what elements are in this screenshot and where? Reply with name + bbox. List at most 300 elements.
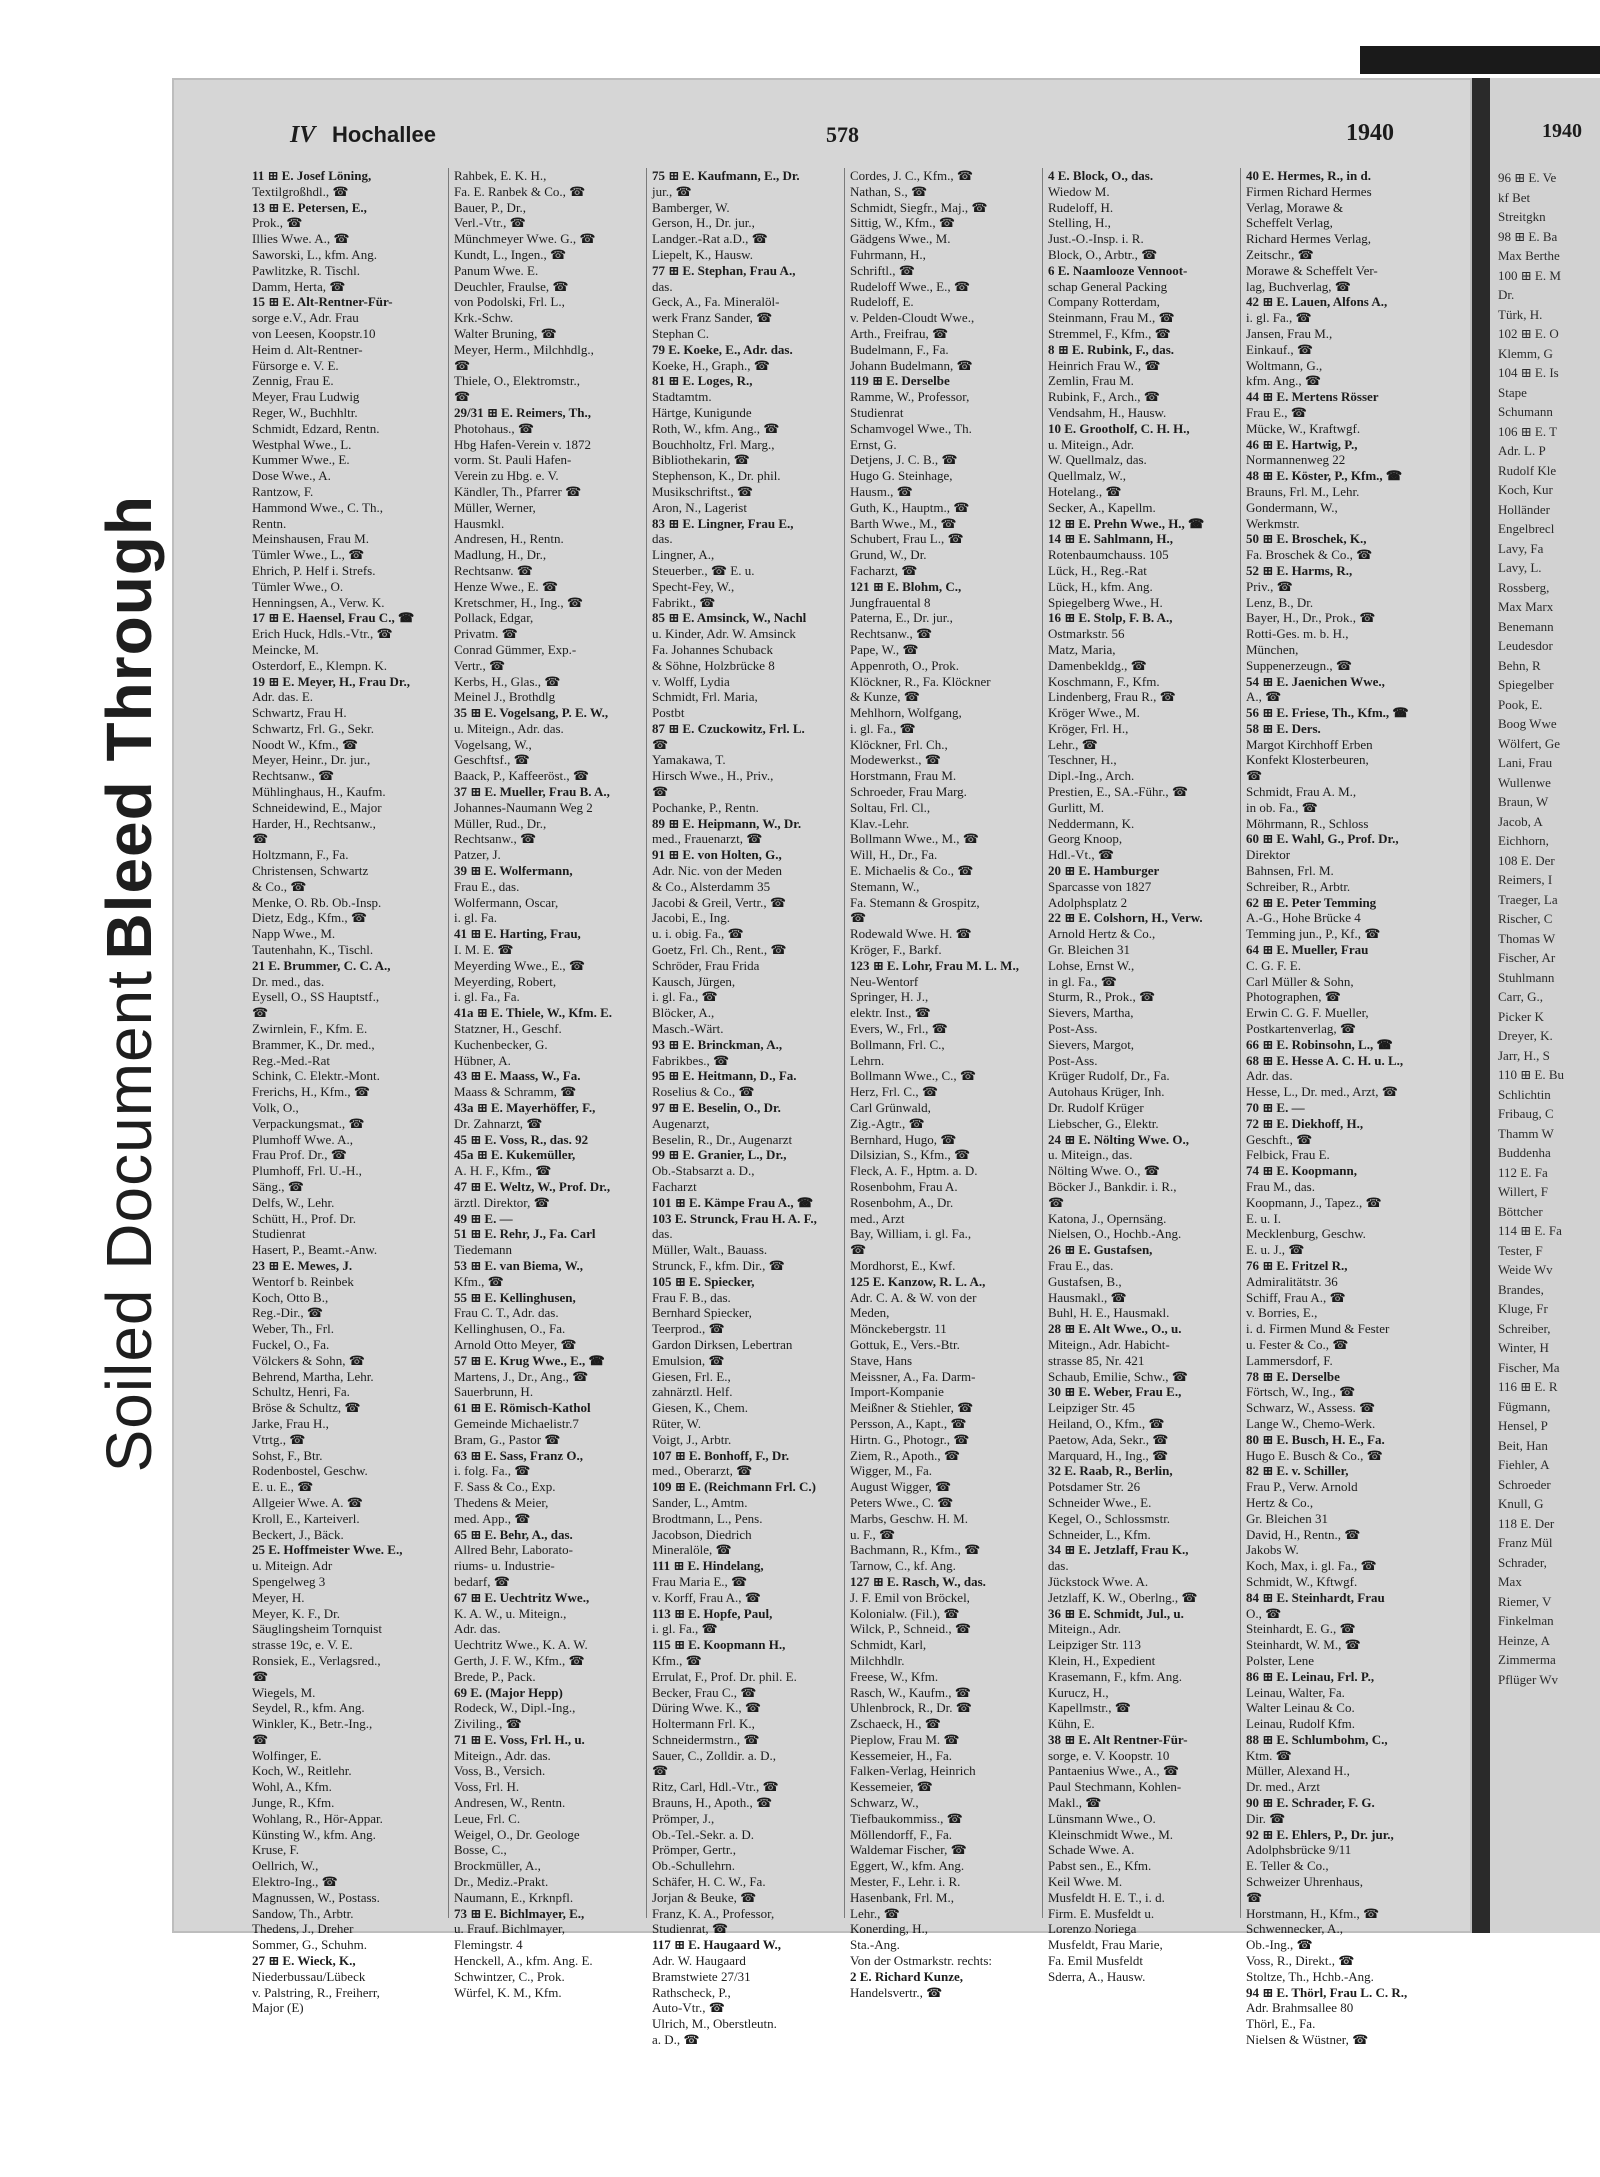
directory-line: Giesen, K., Chem.: [652, 1400, 749, 1416]
directory-line: das.: [652, 531, 673, 547]
directory-line: Schwintzer, C., Prok.: [454, 1968, 565, 1984]
directory-line: Vertr., ☎: [454, 657, 506, 673]
directory-line: Marquard, H., Ing., ☎: [1048, 1447, 1169, 1463]
adjacent-page-line: Winter, H: [1498, 1340, 1549, 1355]
directory-line: ☎: [850, 910, 867, 926]
directory-line: i. gl. Fa., Fa.: [454, 989, 520, 1005]
directory-line: Düring Wwe. K., ☎: [652, 1700, 762, 1716]
directory-line: Frau M., das.: [1246, 1179, 1315, 1194]
directory-line: Künsting W., kfm. Ang.: [252, 1826, 376, 1842]
directory-line: i. gl. Fa., ☎: [652, 989, 718, 1005]
directory-line: 121 ⊞ E. Blohm, C.,: [850, 578, 962, 594]
directory-line: Vtrtg., ☎: [252, 1431, 306, 1447]
directory-line: Uhlenbrock, R., Dr. ☎: [850, 1700, 972, 1716]
directory-line: Fa. Emil Musfeldt: [1048, 1953, 1143, 1969]
directory-line: Koschmann, F., Kfm.: [1048, 673, 1160, 689]
directory-line: Leinau, Walter, Fa.: [1246, 1684, 1345, 1700]
directory-line: Niederbussau/Lübeck: [252, 1968, 366, 1984]
directory-column-2: [454, 168, 642, 2000]
directory-line: Suppenerzeugn., ☎: [1246, 657, 1353, 673]
directory-line: Völckers & Sohn, ☎: [252, 1352, 365, 1368]
adjacent-page-line: Adr. L. P: [1498, 443, 1546, 458]
directory-line: u. Fester & Co., ☎: [1246, 1336, 1349, 1352]
directory-line: Ktm. ☎: [1246, 1747, 1292, 1763]
adjacent-page-line: Rossberg,: [1498, 579, 1550, 595]
bottom-margin: [0, 2060, 1600, 2177]
directory-line: Morawe & Scheffelt Ver-: [1246, 262, 1378, 278]
directory-line: 16 ⊞ E. Stolp, F. B. A.,: [1048, 610, 1173, 626]
directory-line: 87 ⊞ E. Czuckowitz, Frl. L.: [652, 720, 805, 736]
directory-line: ärztl. Direktor, ☎: [454, 1194, 550, 1210]
directory-line: Admiralitätstr. 36: [1246, 1273, 1338, 1289]
directory-line: das.: [652, 278, 673, 294]
directory-line: Roth, W., kfm. Ang., ☎: [652, 420, 780, 436]
directory-line: u. Miteign., Adr. das.: [454, 720, 564, 736]
directory-line: Henckell, A., kfm. Ang. E.: [454, 1953, 593, 1969]
adjacent-page-line: Beit, Han: [1498, 1437, 1548, 1453]
directory-line: ☎: [850, 1242, 867, 1258]
directory-line: Zeitschr., ☎: [1246, 246, 1314, 262]
directory-line: Autohaus Krüger, Inh.: [1048, 1084, 1165, 1100]
directory-line: Hasert, P., Beamt.-Anw.: [252, 1242, 378, 1258]
directory-line: Stremmel, F., Kfm., ☎: [1048, 325, 1171, 341]
directory-line: Modewerkst., ☎: [850, 752, 941, 768]
directory-line: Musfeldt, Frau Marie,: [1048, 1937, 1163, 1953]
directory-line: Stephenson, K., Dr. phil.: [652, 468, 781, 484]
directory-line: Reg.-Med.-Rat: [252, 1052, 330, 1068]
directory-line: Lorenzo Noriega: [1048, 1921, 1137, 1937]
directory-line: Schaub, Emilie, Schw., ☎: [1048, 1368, 1188, 1384]
top-black-bar: [1360, 46, 1600, 74]
directory-line: Matz, Maria,: [1048, 641, 1116, 657]
directory-line: Rüter, W.: [652, 1415, 701, 1431]
directory-line: Paul Stechmann, Kohlen-: [1048, 1779, 1182, 1795]
directory-line: 4 E. Block, O., das.: [1048, 168, 1154, 183]
directory-line: 13 ⊞ E. Petersen, E.,: [252, 199, 367, 215]
directory-line: Mineralöle, ☎: [652, 1542, 732, 1558]
directory-line: Jorjan & Beuke, ☎: [652, 1889, 757, 1905]
directory-line: Dr., Mediz.-Prakt.: [454, 1874, 549, 1890]
directory-line: Lindenberg, Frau R., ☎: [1048, 689, 1176, 705]
directory-line: 93 ⊞ E. Brinckman, A.,: [652, 1036, 783, 1052]
directory-line: Winkler, K., Betr.-Ing.,: [252, 1716, 373, 1732]
directory-line: Teschner, H.,: [1048, 752, 1117, 768]
directory-line: E. u. I.: [1246, 1210, 1282, 1226]
directory-line: das.: [652, 1226, 673, 1242]
directory-line: Fa. Johannes Schuback: [652, 641, 773, 657]
directory-line: 115 ⊞ E. Koopmann H.,: [652, 1637, 786, 1653]
directory-line: David, H., Rentn., ☎: [1246, 1526, 1361, 1542]
directory-line: Meinshausen, Frau M.: [252, 531, 369, 547]
directory-line: Meincke, M.: [252, 641, 319, 657]
directory-line: Walter Leinau & Co.: [1246, 1700, 1355, 1716]
directory-line: 14 ⊞ E. Sahlmann, H.,: [1048, 531, 1174, 547]
adjacent-page-line: Schreiber,: [1498, 1320, 1551, 1336]
directory-line: Frau Prof. Dr., ☎: [252, 1147, 347, 1163]
directory-line: Kändler, Th., Pfarrer ☎: [454, 483, 582, 499]
directory-line: Krk.-Schw.: [454, 310, 514, 326]
directory-line: Meißner & Stiehler, ☎: [850, 1400, 974, 1416]
adjacent-page-line: Schroeder: [1498, 1476, 1551, 1492]
adjacent-page-line: 112 E. Fa: [1498, 1164, 1548, 1180]
directory-line: Fleck, A. F., Hptm. a. D.: [850, 1163, 978, 1179]
directory-line: Kröger, F., Barkf.: [850, 942, 942, 958]
directory-line: 2 E. Richard Kunze,: [850, 1968, 964, 1984]
directory-line: strasse 85, Nr. 421: [1048, 1352, 1145, 1368]
directory-line: 11 ⊞ E. Josef Löning,: [252, 168, 372, 183]
directory-line: Masch.-Wärt.: [652, 1021, 724, 1037]
directory-column-4: [850, 168, 1038, 2000]
adjacent-page-line: 102 ⊞ E. O: [1498, 326, 1559, 341]
directory-line: 78 ⊞ E. Derselbe: [1246, 1368, 1340, 1384]
directory-line: Bauer, P., Dr.,: [454, 199, 527, 215]
directory-line: Schreiber, R., Arbtr.: [1246, 878, 1351, 894]
directory-line: werk Franz Sander, ☎: [652, 310, 773, 326]
directory-line: Arnold Hertz & Co.,: [1048, 926, 1156, 942]
adjacent-page-line: Brandes,: [1498, 1281, 1544, 1297]
directory-line: 40 E. Hermes, R., in d.: [1246, 168, 1371, 183]
directory-line: Pawlitzke, R. Tischl.: [252, 262, 360, 278]
directory-line: lag, Buchverlag, ☎: [1246, 278, 1351, 294]
directory-line: Sommer, G., Schuhm.: [252, 1937, 368, 1953]
directory-line: Leinau, Rudolf Kfm.: [1246, 1716, 1356, 1732]
directory-line: Lehr., ☎: [1048, 736, 1098, 752]
directory-line: Lange W., Chemo-Werk.: [1246, 1415, 1376, 1431]
adjacent-page-line: Tester, F: [1498, 1242, 1543, 1258]
directory-line: Hausmkl.: [454, 515, 505, 531]
directory-line: Junge, R., Kfm.: [252, 1795, 335, 1811]
directory-line: Brauns, H., Apoth., ☎: [652, 1795, 773, 1811]
directory-line: Kfm., ☎: [652, 1652, 702, 1668]
directory-line: 19 ⊞ E. Meyer, H., Frau Dr.,: [252, 673, 410, 689]
page-header: [172, 118, 1472, 154]
adjacent-page-line: 108 E. Der: [1498, 852, 1555, 868]
directory-line: Nielsen, O., Hochb.-Ang.: [1048, 1226, 1182, 1242]
adjacent-page-line: Zimmerma: [1498, 1652, 1556, 1667]
directory-line: 53 ⊞ E. van Biema, W.,: [454, 1257, 583, 1273]
directory-line: Jacobi, E., Ing.: [652, 910, 730, 926]
directory-line: Ob.-Schullehrn.: [652, 1858, 736, 1874]
directory-line: 89 ⊞ E. Heipmann, W., Dr.: [652, 815, 802, 831]
directory-line: 42 ⊞ E. Lauen, Alfons A.,: [1246, 294, 1388, 310]
adjacent-page-line: Franz Mül: [1498, 1535, 1553, 1550]
directory-line: 113 ⊞ E. Hopfe, Paul,: [652, 1605, 773, 1621]
directory-line: Pollack, Edgar,: [454, 610, 534, 626]
directory-line: Barth Wwe., M., ☎: [850, 515, 957, 531]
directory-line: Dilsizian, S., Kfm., ☎: [850, 1147, 971, 1163]
directory-line: Möllendorff, F., Fa.: [850, 1826, 952, 1842]
directory-line: 94 ⊞ E. Thörl, Frau L. C. R.,: [1246, 1984, 1408, 2000]
directory-line: Kühn, E.: [1048, 1716, 1095, 1732]
directory-line: Sderra, A., Hausw.: [1048, 1968, 1146, 1984]
directory-line: 71 ⊞ E. Voss, Frl. H., u.: [454, 1731, 585, 1747]
street-name: Hochallee: [332, 122, 436, 147]
directory-line: Thedens, J., Dreher: [252, 1921, 354, 1937]
directory-line: 63 ⊞ E. Sass, Franz O.,: [454, 1447, 583, 1463]
directory-line: J. F. Emil von Bröckel,: [850, 1589, 970, 1605]
directory-line: Sta.-Ang.: [850, 1937, 900, 1953]
directory-line: Reg.-Dir., ☎: [252, 1305, 324, 1321]
directory-line: Adr. Nic. von der Meden: [652, 863, 782, 879]
directory-line: u. Miteign. Adr: [252, 1558, 333, 1574]
directory-line: 52 ⊞ E. Harms, R.,: [1246, 562, 1353, 578]
adjacent-page: [1490, 78, 1600, 1933]
directory-line: Förtsch, W., Ing., ☎: [1246, 1384, 1356, 1400]
directory-line: Peters Wwe., C. ☎: [850, 1494, 954, 1510]
directory-line: Osterdorf, E., Klempn. K.: [252, 657, 388, 673]
adjacent-page-line: Behn, R: [1498, 657, 1541, 673]
directory-line: 47 ⊞ E. Weltz, W., Prof. Dr.,: [454, 1179, 611, 1194]
directory-line: Rotti-Ges. m. b. H.,: [1246, 626, 1349, 642]
directory-line: Sauerbrunn, H.: [454, 1384, 534, 1400]
adjacent-page-line: Streitgkn: [1498, 209, 1546, 224]
directory-line: Jakobs W.: [1246, 1542, 1299, 1558]
directory-line: 81 ⊞ E. Loges, R.,: [652, 373, 753, 389]
directory-line: ☎: [652, 736, 669, 752]
directory-line: München,: [1246, 641, 1299, 657]
directory-line: Kretschmer, H., Ing., ☎: [454, 594, 584, 610]
directory-line: Rodewald Wwe. H. ☎: [850, 926, 972, 942]
directory-line: Rechtsanw., ☎: [252, 768, 335, 784]
directory-line: Lück, H., kfm. Ang.: [1048, 578, 1153, 594]
directory-line: Rechtsanw., ☎: [850, 626, 933, 642]
directory-line: 44 ⊞ E. Mertens Rösser: [1246, 389, 1379, 405]
directory-line: Spiegelberg Wwe., H.: [1048, 594, 1163, 610]
directory-line: i. gl. Fa., ☎: [652, 1621, 718, 1637]
directory-line: Koch, Max, i. gl. Fa., ☎: [1246, 1558, 1377, 1574]
directory-line: Studienrat: [252, 1226, 306, 1242]
adjacent-page-line: Max: [1498, 1574, 1522, 1589]
directory-line: Pape, W., ☎: [850, 641, 919, 657]
directory-line: i. folg. Fa., ☎: [454, 1463, 531, 1479]
directory-line: Kruse, F.: [252, 1842, 299, 1858]
directory-line: u. Miteign., Adr.: [1048, 436, 1134, 452]
directory-line: Meyer, Frau Ludwig: [252, 389, 360, 405]
directory-line: u. i. obig. Fa., ☎: [652, 926, 744, 942]
directory-line: Möhrmann, R., Schloss: [1246, 815, 1369, 831]
directory-line: a. D., ☎: [652, 2032, 700, 2048]
stamp-soiled-document: Soiled Document: [93, 970, 165, 1473]
directory-line: Sparcasse von 1827: [1048, 878, 1152, 894]
directory-line: Buhl, H. E., Hausmakl.: [1048, 1305, 1170, 1321]
directory-line: Fa. E. Ranbek & Co., ☎: [454, 183, 586, 199]
adjacent-page-line: Thamm W: [1498, 1125, 1554, 1141]
directory-line: A. H. F., Kfm., ☎: [454, 1163, 552, 1179]
directory-line: Von der Ostmarkstr. rechts:: [850, 1953, 993, 1969]
directory-line: sorge e.V., Adr. Frau: [252, 310, 359, 326]
directory-line: Eggert, W., kfm. Ang.: [850, 1858, 965, 1874]
directory-line: Koch, Otto B.,: [252, 1289, 329, 1305]
directory-line: vorm. St. Pauli Hafen-: [454, 452, 572, 468]
directory-line: 23 ⊞ E. Mewes, J.: [252, 1257, 353, 1273]
directory-line: Sittig, W., Kfm., ☎: [850, 215, 956, 231]
directory-line: Rosenbohm, A., Dr.: [850, 1194, 954, 1210]
directory-line: Andresen, H., Rentn.: [454, 531, 564, 547]
directory-line: Post-Ass.: [1048, 1021, 1098, 1037]
adjacent-page-line: 98 ⊞ E. Ba: [1498, 228, 1558, 244]
directory-line: 119 ⊞ E. Derselbe: [850, 373, 950, 389]
directory-line: in gl. Fa., ☎: [1048, 973, 1117, 989]
directory-line: Bollmann Wwe., C., ☎: [850, 1068, 977, 1084]
directory-line: 90 ⊞ E. Schrader, F. G.: [1246, 1795, 1375, 1811]
directory-line: Schiff, Frau A., ☎: [1246, 1289, 1346, 1305]
directory-line: Dr. med., Arzt: [1246, 1779, 1321, 1795]
directory-line: 77 ⊞ E. Stephan, Frau A.,: [652, 262, 796, 278]
directory-line: 22 ⊞ E. Colshorn, H., Verw.: [1048, 910, 1203, 926]
directory-line: Wentorf b. Reinbek: [252, 1273, 354, 1289]
directory-line: E. u. E., ☎: [252, 1479, 314, 1495]
directory-line: Koeke, H., Graph., ☎: [652, 357, 770, 373]
directory-line: Kolonialw. (Fil.), ☎: [850, 1605, 960, 1621]
adjacent-page-line: 118 E. Der: [1498, 1515, 1555, 1531]
directory-line: Kessemeier, H., Fa.: [850, 1747, 953, 1763]
adjacent-page-line: Max Marx: [1498, 599, 1554, 614]
directory-line: Uechtritz Wwe., K. A. W.: [454, 1637, 588, 1653]
directory-line: Bayer, H., Dr., Prok., ☎: [1246, 610, 1376, 626]
directory-line: 43a ⊞ E. Mayerhöffer, F.,: [454, 1100, 596, 1116]
directory-line: v. Wolff, Lydia: [652, 673, 730, 689]
directory-line: Gädgens Wwe., M.: [850, 231, 951, 247]
directory-line: Aron, N., Lagerist: [652, 499, 747, 515]
directory-line: Postbt: [652, 705, 685, 721]
adjacent-page-line: Schumann: [1498, 404, 1553, 419]
directory-line: Kessemeier, ☎: [850, 1779, 933, 1795]
directory-line: Gondermann, W.,: [1246, 499, 1338, 515]
directory-line: Thörl, E., Fa.: [1246, 2016, 1316, 2032]
directory-line: Frau Maria E., ☎: [652, 1573, 748, 1589]
directory-line: 41a ⊞ E. Thiele, W., Kfm. E.: [454, 1005, 613, 1021]
directory-line: 111 ⊞ E. Hindelang,: [652, 1558, 764, 1574]
directory-line: Schwarz, W.,: [850, 1795, 919, 1811]
directory-line: 67 ⊞ E. Uechtritz Wwe.,: [454, 1589, 590, 1605]
directory-line: Errulat, F., Prof. Dr. phil. E.: [652, 1668, 797, 1684]
directory-line: Frau E., das.: [454, 878, 520, 894]
directory-line: August Wigger, ☎: [850, 1479, 952, 1495]
directory-line: Heiland, O., Kfm., ☎: [1048, 1415, 1165, 1431]
directory-line: Adr. das.: [1246, 1068, 1293, 1084]
directory-line: sorge, e. V. Koopstr. 10: [1048, 1747, 1170, 1763]
directory-line: Miteign., Adr. Habicht-: [1048, 1336, 1170, 1352]
directory-line: Import-Kompanie: [850, 1384, 944, 1400]
directory-line: 10 E. Grootholf, C. H. H.,: [1048, 420, 1190, 436]
directory-line: Jetzlaff, K. W., Oberlng., ☎: [1048, 1589, 1198, 1605]
adjacent-page-line: Carr, G.,: [1498, 989, 1543, 1004]
directory-line: Horstmann, H., Kfm., ☎: [1246, 1905, 1380, 1921]
directory-line: Tautenhahn, K., Tischl.: [252, 942, 374, 958]
directory-line: Prömper, Gertr.,: [652, 1842, 736, 1858]
directory-line: schap General Packing: [1048, 278, 1168, 294]
directory-line: Becker, Frau C., ☎: [652, 1684, 757, 1700]
directory-line: Beckert, J., Bäck.: [252, 1526, 344, 1542]
directory-line: Normannenweg 22: [1246, 452, 1346, 468]
directory-line: Wohl, A., Kfm.: [252, 1779, 332, 1795]
directory-line: Henze Wwe., E. ☎: [454, 578, 559, 594]
directory-line: Mester, F., Lehr. i. R.: [850, 1874, 961, 1890]
adjacent-page-line: Hensel, P: [1498, 1418, 1548, 1433]
directory-line: Franz, K. A., Professor,: [652, 1905, 775, 1921]
directory-line: Müller, Rud., Dr.,: [454, 815, 547, 831]
directory-line: Heinrich Frau W., ☎: [1048, 357, 1161, 373]
directory-line: Sander, L., Amtm.: [652, 1494, 748, 1510]
directory-line: 49 ⊞ E. —: [454, 1210, 513, 1226]
directory-line: Wiegels, M.: [252, 1684, 316, 1700]
directory-line: Dr. Zahnarzt, ☎: [454, 1115, 543, 1131]
directory-line: Rudeloff, E.: [850, 294, 914, 310]
directory-line: Jacobi & Greil, Vertr., ☎: [652, 894, 787, 910]
directory-line: Georg Knoop,: [1048, 831, 1123, 847]
adjacent-page-line: Jarr, H., S: [1498, 1047, 1550, 1063]
adjacent-page-line: Thomas W: [1498, 930, 1556, 946]
directory-line: Nathan, S., ☎: [850, 183, 928, 199]
directory-line: Johann Budelmann, ☎: [850, 357, 973, 373]
column-divider: [1042, 168, 1043, 1918]
directory-line: Just.-O.-Insp. i. R.: [1048, 231, 1144, 247]
directory-line: Jansen, Frau M.,: [1246, 325, 1333, 341]
directory-line: Adolphsbrücke 9/11: [1246, 1842, 1352, 1858]
directory-line: Keil Wwe. M.: [1048, 1874, 1123, 1890]
directory-line: Handelsvertr., ☎: [850, 1984, 943, 2000]
directory-line: Verl.-Vtr., ☎: [454, 215, 526, 231]
directory-line: W. Quellmalz, das.: [1048, 452, 1147, 468]
directory-line: Dietz, Edg., Kfm., ☎: [252, 910, 368, 926]
directory-line: 101 ⊞ E. Kämpe Frau A., ☎: [652, 1194, 814, 1210]
directory-line: 17 ⊞ E. Haensel, Frau C., ☎: [252, 610, 415, 626]
directory-line: Studienrat: [850, 404, 904, 420]
directory-line: Dose Wwe., A.: [252, 468, 331, 484]
directory-line: med., Frauenarzt, ☎: [652, 831, 763, 847]
directory-line: Teerprod., ☎: [652, 1321, 725, 1337]
directory-line: Damm, Herta, ☎: [252, 278, 346, 294]
directory-line: Margot Kirchhoff Erben: [1246, 736, 1373, 752]
directory-line: 83 ⊞ E. Lingner, Frau E.,: [652, 515, 794, 531]
directory-line: Sohst, F., Btr.: [252, 1447, 323, 1463]
directory-line: Damenbekldg., ☎: [1048, 657, 1147, 673]
directory-line: 27 ⊞ E. Wieck, K.,: [252, 1953, 356, 1969]
adjacent-page-line: Fischer, Ma: [1498, 1359, 1560, 1375]
directory-line: Klein, H., Expedient: [1048, 1652, 1156, 1668]
directory-line: Giesen, Frl. E.,: [652, 1368, 731, 1384]
directory-line: Pantaenius Wwe., A., ☎: [1048, 1763, 1180, 1779]
directory-line: Bröse & Schultz, ☎: [252, 1400, 361, 1416]
directory-line: Allgeier Wwe. A. ☎: [252, 1494, 363, 1510]
directory-line: Marbs, Geschw. H. M.: [850, 1510, 968, 1526]
directory-line: Lehr., ☎: [850, 1905, 900, 1921]
directory-line: 54 ⊞ E. Jaenichen Wwe.,: [1246, 673, 1385, 689]
directory-line: Postkartenverlag, ☎: [1246, 1021, 1357, 1037]
directory-line: Bollmann Wwe., M., ☎: [850, 831, 979, 847]
directory-line: Kuchenbecker, G.: [454, 1036, 548, 1052]
adjacent-page-line: Schrader,: [1498, 1554, 1547, 1570]
directory-line: Plumhoff, Frl. U.-H.,: [252, 1163, 362, 1179]
adjacent-page-line: Rischer, C: [1498, 911, 1553, 926]
directory-line: Zemlin, Frau M.: [1048, 373, 1134, 389]
adjacent-page-line: Reimers, I: [1498, 872, 1553, 887]
directory-column-1: [252, 168, 440, 2016]
directory-line: 12 ⊞ E. Prehn Wwe., H., ☎: [1048, 515, 1205, 531]
directory-line: C. G. F. E.: [1246, 957, 1301, 973]
adjacent-page-line: 114 ⊞ E. Fa: [1498, 1223, 1562, 1238]
directory-line: Schroeder, Frau Marg.: [850, 784, 967, 800]
directory-line: Mücke, W., Kraftwgf.: [1246, 420, 1361, 436]
directory-line: Gurlitt, M.: [1048, 799, 1104, 815]
directory-line: Rantzow, F.: [252, 483, 314, 499]
directory-line: Rodeck, W., Dipl.-Ing.,: [454, 1700, 576, 1716]
column-divider: [646, 168, 647, 1918]
directory-line: A., ☎: [1246, 689, 1282, 705]
directory-line: 62 ⊞ E. Peter Temming: [1246, 894, 1377, 910]
directory-line: Persson, A., Kapt., ☎: [850, 1415, 967, 1431]
adjacent-page-line: Rudolf Kle: [1498, 462, 1557, 478]
